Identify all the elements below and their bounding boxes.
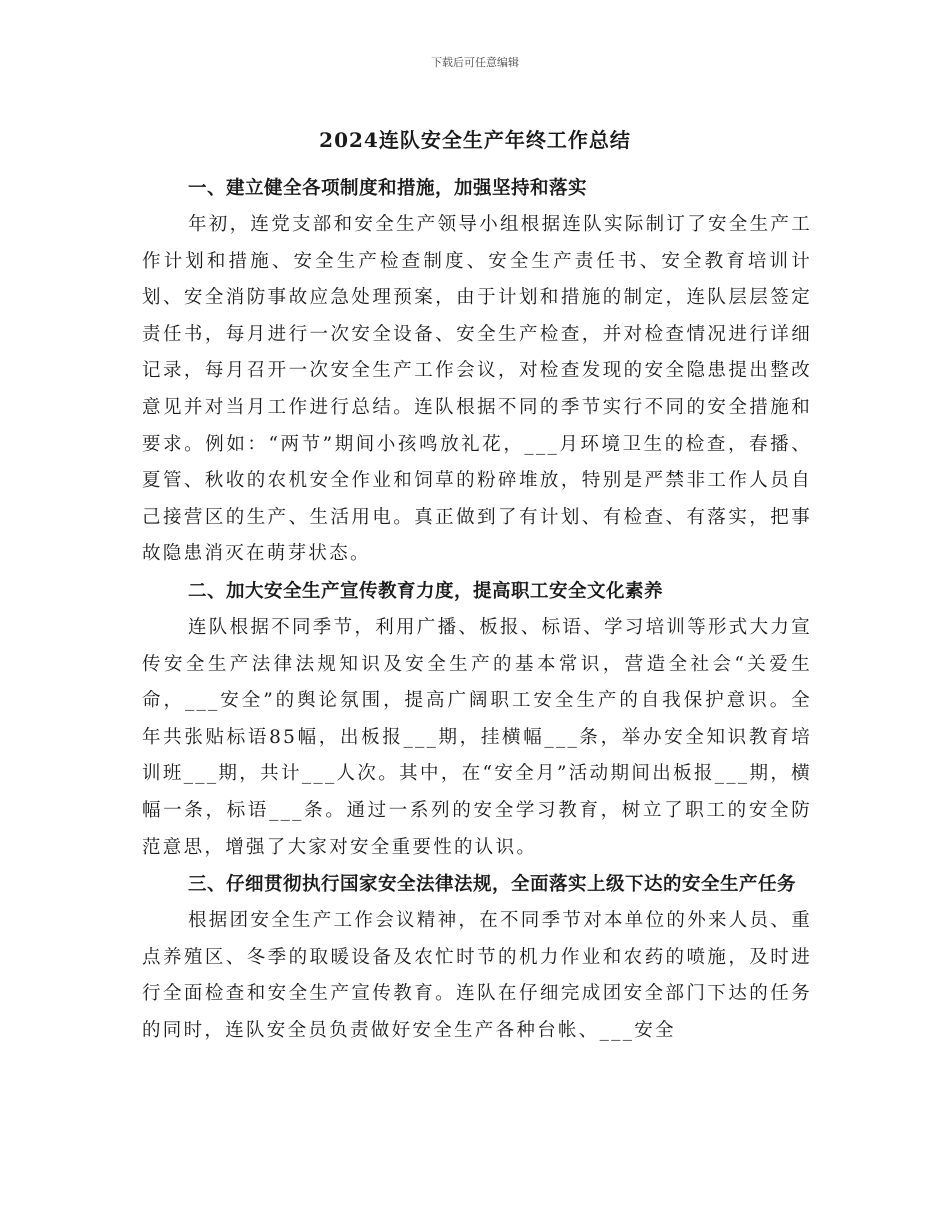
section-paragraph-1: 年初，连党支部和安全生产领导小组根据连队实际制订了安全生产工作计划和措施、安全生产检查制度、安全生产责任书、安全教育培训计划、安全消防事故应急处理预案，由于计划和措施的制定，连队层层签定责任书，每月进行一次安全设备、安全生产检查，并对检查情况进行详细记录，每月召开一次安全生产工作会议，对检查发现的安全隐患提出整改意见并对当月工作进行总结。连队根据不同的季节实行不同的安全措施和要求。例如：“两节”期间小孩鸣放礼花，___月环境卫生的检查，春播、夏管、秋收的农机安全作业和饲草的粉碎堆放，特别是严禁非工作人员自己接营区的生产、生活用电。真正做到了有计划、有检查、有落实，把事故隐患消灭在萌芽状态。: [142, 214, 813, 565]
header-note: 下载后可任意编辑: [431, 56, 519, 69]
section-heading-2: 二、加大安全生产宣传教育力度，提高职工安全文化素养: [188, 580, 664, 602]
section-paragraph-2: 连队根据不同季节，利用广播、板报、标语、学习培训等形式大力宣传安全生产法律法规知识及安全生产的基本常识，营造全社会“关爱生命，___安全”的舆论氛围，提高广阔职工安全生产的自我保护意识。全年共张贴标语85幅，出板报___期，挂横幅___条，举办安全知识教育培训班___期，共计___人次。其中，在“安全月”活动期间出板报___期，横幅一条，标语___条。通过一系列的安全学习教育，树立了职工的安全防范意思，增强了大家对安全重要性的认识。: [142, 616, 813, 858]
section-heading-1: 一、建立健全各项制度和措施，加强坚持和落实: [188, 178, 588, 199]
section-paragraph-3: 根据团安全生产工作会议精神，在不同季节对本单位的外来人员、重点养殖区、冬季的取暖设备及农忙时节的机力作业和农药的喷施，及时进行全面检查和安全生产宣传教育。连队在仔细完成团安全部门下达的任务的同时，连队安全员负责做好安全生产各种台帐、___安全: [142, 910, 813, 1041]
section-heading-3: 三、仔细贯彻执行国家安全法律法规，全面落实上级下达的安全生产任务: [188, 874, 797, 896]
document-title: 2024连队安全生产年终工作总结: [319, 128, 631, 152]
document-body: [142, 170, 812, 1049]
